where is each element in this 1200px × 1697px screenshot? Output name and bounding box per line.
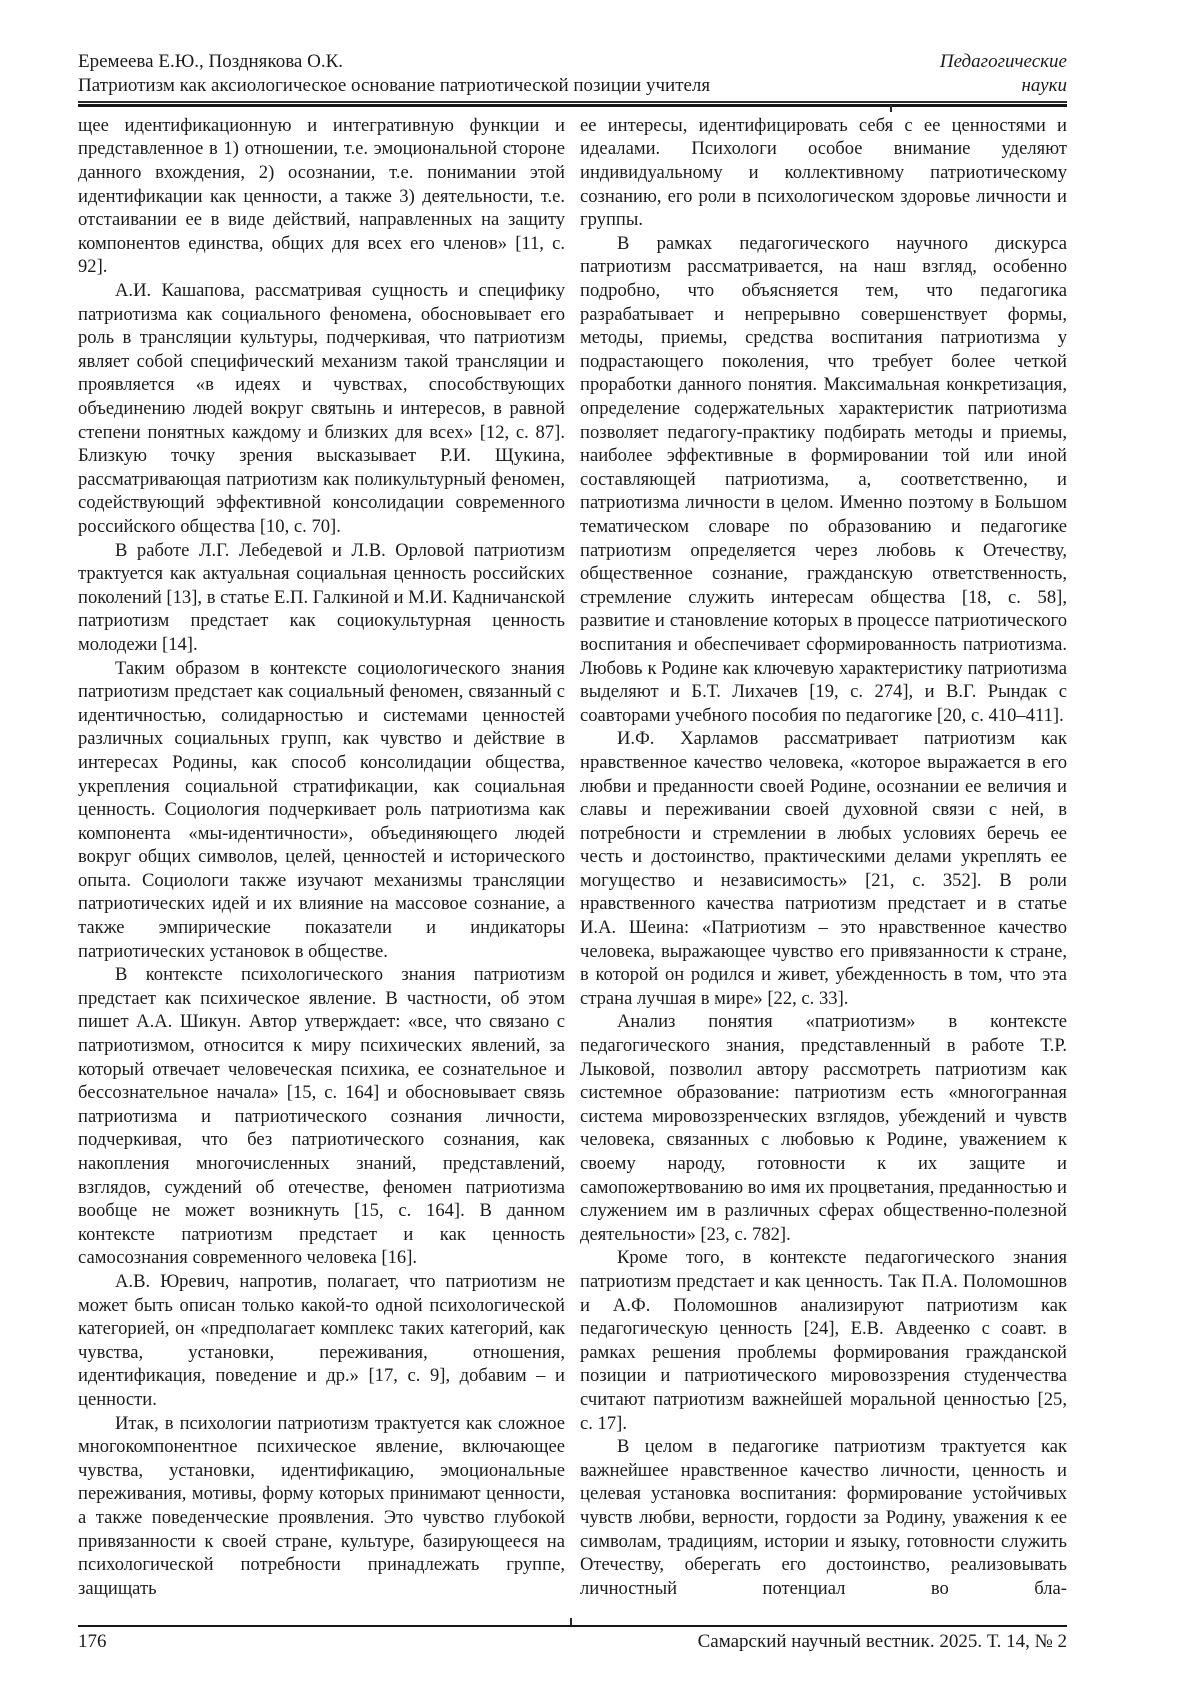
header-rule-thick-line <box>78 104 1067 107</box>
left-column <box>78 114 565 1600</box>
header-authors: Еремеева Е.Ю., Позднякова О.К. <box>78 51 343 72</box>
paragraph: Анализ понятия «патриотизм» в контексте педагогического знания, представленный в работе Т.Р. Лыковой, позволил автору рассмотреть патриотизм как системное образование: патриотизм есть «многогранная система мировоззренческих взглядов, убеждений и чувств человека, связанных с любовью к Родине, уважением к своему народу, готовности к их защите и самопожертвованию во имя их процветания, преданностью и служением им в различных сферах общественно-полезной деятельности» [23, с. 782]. <box>580 1011 1067 1245</box>
header-section <box>940 50 1067 98</box>
header-article-title: Патриотизм как аксиологическое основание патриотической позиции учителя <box>78 75 711 96</box>
header-rule <box>78 101 1067 107</box>
right-column <box>580 114 1067 1600</box>
header-left <box>78 50 710 98</box>
page-header <box>78 50 1067 98</box>
paragraph: А.В. Юревич, напротив, полагает, что патриотизм не может быть описан только какой-то одной психологической категорией, он «предполагает комплекс таких категорий, как чувства, установки, переживания, отношения, идентификация, поведение и др.» [17, с. 9], добавим – и ценности. <box>78 1270 565 1410</box>
footer-row <box>78 1627 1067 1655</box>
paragraph: В рамках педагогического научного дискурса патриотизм рассматривается, на наш взгляд, особенно подробно, что объясняется тем, что педагогика разрабатывает и непрерывно совершенствует формы, методы, приемы, средства воспитания патриотизма у подрастающего поколения, что требует более четкой проработки данного понятия. Максимальная конкретизация, определение содержательных характеристик патриотизма позволяет педагогу-практику подбирать методы и приемы, наиболее эффективные в формировании той или иной составляющей патриотизма, а, соответственно, и патриотизма личности в целом. Именно поэтому в Большом тематическом словаре по образованию и педагогике патриотизм определяется через любовь к Отечеству, общественное сознание, гражданскую ответственность, стремление служить интересам общества [18, с. 58], развитие и становление которых в процессе патриотического воспитания и обеспечивает сформированность патриотизма. Любовь к Родине как ключевую характеристику патриотизма выделяют и Б.Т. Лихачев [19, с. 274], и В.Г. Рындак с соавторами учебного пособия по педагогике [20, с. 410–411]. <box>580 232 1067 726</box>
paragraph: Кроме того, в контексте педагогического знания патриотизм предстает и как ценность. Так П.А. Поломошнов и А.Ф. Поломошнов анализируют патриотизм как педагогическую ценность [24], Е.В. Авдеенко с соавт. в рамках решения проблемы формирования гражданской позиции и патриотического мировоззрения студенчества считают патриотизм важнейшей моральной ценностью [25, с. 17]. <box>580 1247 1067 1434</box>
footer-rule <box>78 1625 1067 1628</box>
header-rule-thin-line <box>78 101 1067 103</box>
paragraph: А.И. Кашапова, рассматривая сущность и специфику патриотизма как социального феномена, обосновывает его роль в трансляции культуры, подчеркивая, что патриотизм являет собой специфический механизм такой трансляции и проявляется «в идеях и чувствах, способствующих объединению людей вокруг святынь и интересов, в равной степени понятных каждому и близких для всех» [12, с. 87]. Близкую точку зрения высказывает Р.И. Щукина, рассматривающая патриотизм как поликультурный феномен, содействующий эффективной консолидации современного российского общества [10, с. 70]. <box>78 280 565 537</box>
paragraph: Таким образом в контексте социологического знания патриотизм предстает как социальный феномен, связанный с идентичностью, солидарностью и системами ценностей различных социальных групп, как чувство и действие в интересах Родины, как способ консолидации общества, укрепления социальной стратификации, как социальная ценность. Социология подчеркивает роль патриотизма как компонента «мы-идентичности», объединяющего людей вокруг общих символов, целей, ценностей и исторического опыта. Социологи также изучают механизмы трансляции патриотических идей и их влияние на массовое сознание, а также эмпирические показатели и индикаторы патриотических установок в обществе. <box>78 657 565 962</box>
header-rule-tick <box>890 105 892 112</box>
paragraph: И.Ф. Харламов рассматривает патриотизм как нравственное качество человека, «которое выражается в его любви и преданности своей Родине, осознании ее величия и славы и переживании своей духовной связи с ней, в потребности и стремлении в любых условиях беречь ее честь и достоинство, практическими делами укреплять ее могущество и независимость» [21, с. 352]. В роли нравственного качества патриотизм предстает и в статье И.А. Шеина: «Патриотизм – это нравственное качество человека, выражающее чувство его привязанности к стране, в которой он родился и живет, убежденность в том, что эта страна лучшая в мире» [22, с. 33]. <box>580 728 1067 1009</box>
paragraph: В контексте психологического знания патриотизм предстает как психическое явление. В частности, об этом пишет А.А. Шикун. Автор утверждает: «все, что связано с патриотизмом, относится к миру психических явлений, за который отвечает человеческая психика, ее сознательное и бессознательное начала» [15, с. 164] и обосновывает связь патриотизма и патриотического сознания личности, подчеркивая, что без патриотического сознания, как накопления многочисленных знаний, представлений, взглядов, суждений об отечестве, феномен патриотизма вообще не может возникнуть [15, с. 164]. В данном контексте патриотизм предстает и как ценность самосознания современного человека [16]. <box>78 964 565 1269</box>
article-body <box>78 114 1067 1600</box>
page-number: 176 <box>78 1631 107 1652</box>
paragraph: В целом в педагогике патриотизм трактуется как важнейшее нравственное качество личности, ценность и целевая установка воспитания: формирование устойчивых чувств любви, верности, гордости за Родину, уважения к ее символам, традициям, истории и языку, готовности служить Отечеству, оберегать его достоинство, реализовывать личностный потенциал во бла- <box>580 1436 1067 1599</box>
paragraph: ее интересы, идентифицировать себя с ее ценностями и идеалами. Психологи особое внимание уделяют индивидуальному и коллективному патриотическому сознанию, его роли в психологическом здоровье личности и группы. <box>580 114 1067 231</box>
paragraph: В работе Л.Г. Лебедевой и Л.В. Орловой патриотизм трактуется как актуальная социальная ценность российских поколений [13], в статье Е.П. Галкиной и М.И. Кадничанской патриотизм предстает как социокультурная ценность молодежи [14]. <box>78 539 565 655</box>
header-section-line1: Педагогические <box>939 51 1067 72</box>
paragraph: щее идентификационную и интегративную функции и представленное в 1) отношении, т.е. эмоциональной стороне данного вхождения, 2) осознании, т.е. понимании этой идентификации как ценности, а также 3) деятельности, т.е. отстаивании ее в виде действий, направленных на защиту компонентов единства, общих для всех его членов» [11, с. 92]. <box>78 114 565 278</box>
header-section-line2: науки <box>1021 75 1067 96</box>
footer-rule-tick <box>570 1618 572 1625</box>
paragraph: Итак, в психологии патриотизм трактуется как сложное многокомпонентное психическое явление, включающее чувства, установки, идентификацию, эмоциональные переживания, мотивы, форму которых принимают ценности, а также поведенческие проявления. Это чувство глубокой привязанности к своей стране, культуре, базирующееся на психологической потребности принадлежать группе, защищать <box>78 1412 565 1599</box>
journal-reference: Самарский научный вестник. 2025. Т. 14, № 2 <box>697 1631 1067 1652</box>
page-footer <box>78 1625 1067 1697</box>
